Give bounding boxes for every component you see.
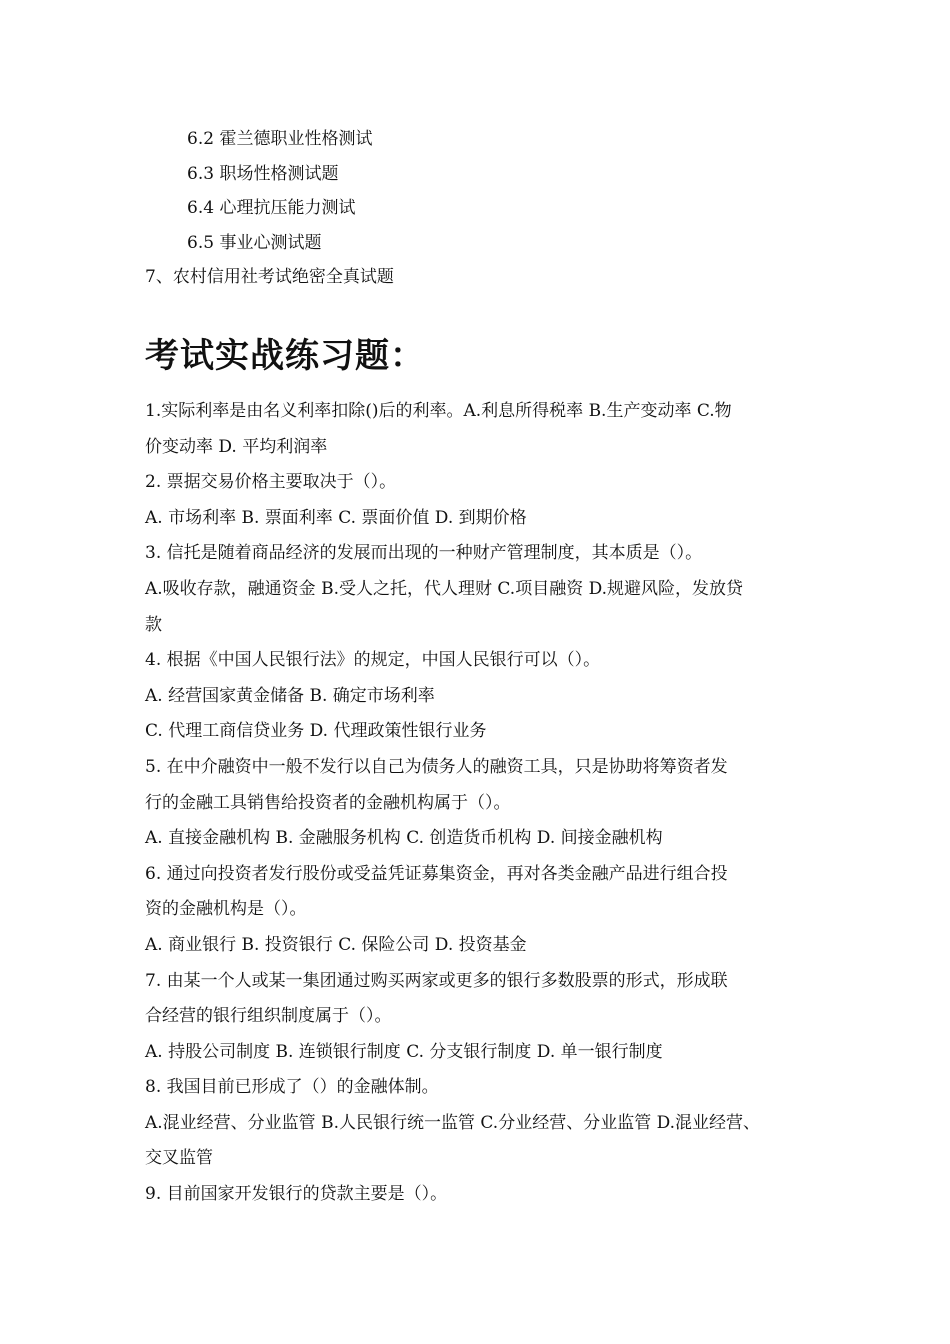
toc-item-6-2[interactable]: 6.2 霍兰德职业性格测试 [187,129,373,149]
toc-item-6-3[interactable]: 6.3 职场性格测试题 [187,163,339,184]
question-line: A. 市场利率 B. 票面利率 C. 票面价值 D. 到期价格 [145,507,527,528]
question-line: A. 直接金融机构 B. 金融服务机构 C. 创造货币机构 D. 间接金融机构 [145,828,663,849]
section-heading: 考试实战练习题： [145,336,425,376]
question-line: 9. 目前国家开发银行的贷款主要是（）。 [145,1184,448,1205]
question-line: 7. 由某一个人或某一集团通过购买两家或更多的银行多数股票的形式，形成联 [145,970,728,991]
question-line: A. 商业银行 B. 投资银行 C. 保险公司 D. 投资基金 [145,934,527,955]
question-line: A. 持股公司制度 B. 连锁银行制度 C. 分支银行制度 D. 单一银行制度 [145,1041,663,1062]
question-line: 6. 通过向投资者发行股份或受益凭证募集资金，再对各类金融产品进行组合投 [145,863,728,884]
question-line: 1.实际利率是由名义利率扣除()后的利率。A.利息所得税率 B.生产变动率 C.物 [145,401,732,421]
question-line: A.混业经营、分业监管 B.人民银行统一监管 C.分业经营、分业监管 D.混业经营、 [145,1112,761,1133]
question-line: 资的金融机构是（）。 [145,899,307,920]
question-line: 4. 根据《中国人民银行法》的规定，中国人民银行可以（）。 [145,650,601,671]
question-line: 价变动率 D. 平均利润率 [145,436,328,457]
question-line: C. 代理工商信贷业务 D. 代理政策性银行业务 [145,721,487,742]
question-line: A.吸收存款，融通资金 B.受人之托，代人理财 C.项目融资 D.规避风险，发放贷 [145,578,744,599]
question-line: 交叉监管 [145,1148,213,1169]
table-of-contents [145,122,845,295]
question-line: 5. 在中介融资中一般不发行以自己为债务人的融资工具，只是协助将筹资者发 [145,756,728,777]
question-line: 款 [145,614,162,635]
question-line: 8. 我国目前已形成了（）的金融体制。 [145,1077,439,1098]
question-line: 行的金融工具销售给投资者的金融机构属于（）。 [145,792,511,813]
toc-item-6-5[interactable]: 6.5 事业心测试题 [187,232,322,253]
toc-item-7[interactable]: 7、农村信用社考试绝密全真试题 [145,267,394,287]
question-line: 2. 票据交易价格主要取决于（）。 [145,472,397,493]
question-line: 3. 信托是随着商品经济的发展而出现的一种财产管理制度，其本质是（）。 [145,543,703,564]
question-line: A. 经营国家黄金储备 B. 确定市场利率 [145,685,435,706]
toc-item-6-4[interactable]: 6.4 心理抗压能力测试 [187,198,356,218]
question-list [145,394,825,1213]
question-line: 合经营的银行组织制度属于（）。 [145,1006,392,1027]
